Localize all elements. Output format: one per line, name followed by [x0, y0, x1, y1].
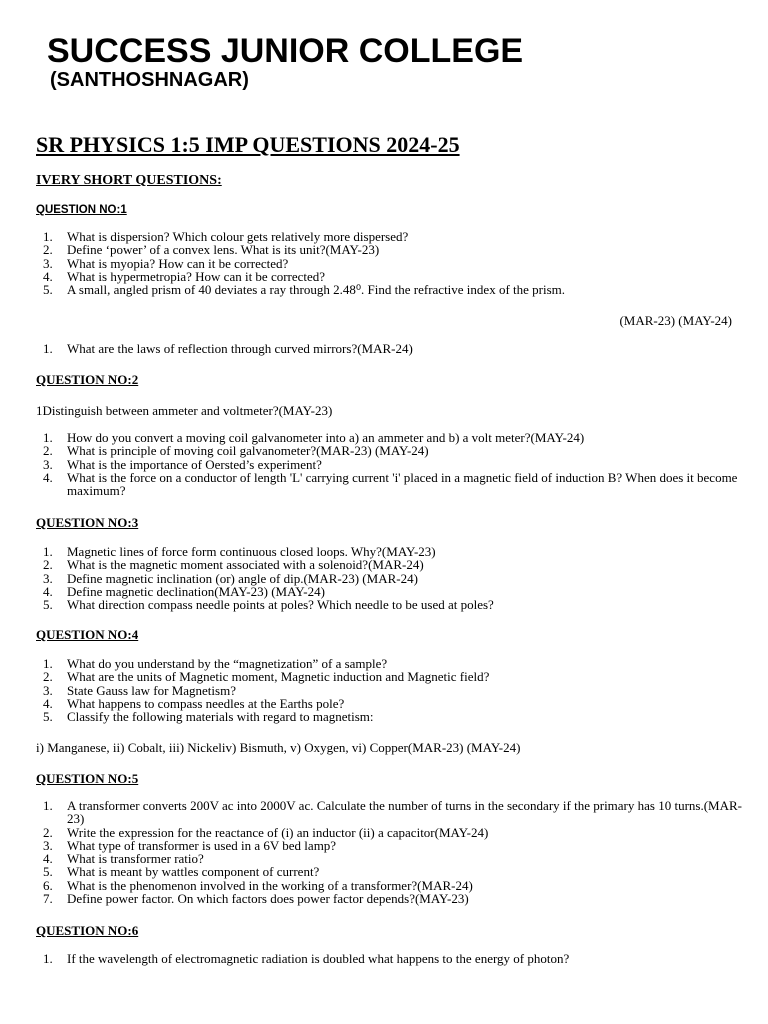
list-item: 1. What are the laws of reflection through curved mirrors?(MAR-24)	[43, 341, 413, 356]
list-item: 5. Classify the following materials with regard to magnetism:	[43, 709, 374, 725]
list-item: 7. Define power factor. On which factors does power factor depends?(MAY-23)	[43, 891, 469, 907]
list-item: 1. What do you understand by the “magnetization” of a sample?	[43, 656, 388, 671]
list-item: 3. What is myopia? How can it be corrected?	[43, 255, 289, 271]
list-item: 1. What is dispersion? Which colour gets relatively more dispersed?	[43, 229, 409, 244]
list-item: 5. What is meant by wattles component of current?	[43, 864, 320, 880]
list-item: 4. What is hypermetropia? How can it be corrected?	[43, 268, 326, 284]
list-item: 2. What is principle of moving coil galvanometer?(MAR-23) (MAY-24)	[43, 443, 429, 459]
college-branch: (SANTHOSHNAGAR)	[50, 69, 249, 91]
list-item: 3. What is the importance of Oersted’s experiment?	[43, 456, 322, 472]
list-item: 4. What is transformer ratio?	[43, 851, 204, 867]
list-item: 2. Write the expression for the reactance of (i) an inductor (ii) a capacitor(MAY-24)	[43, 824, 489, 840]
list-item: 5. A small, angled prism of 40 deviates a ray through 2.48⁰. Find the refractive index of the prism.	[43, 282, 566, 298]
list-item: 6. What is the phenomenon involved in the working of a transformer?(MAR-24)	[43, 877, 473, 893]
question-3-list	[36, 545, 747, 611]
question-1-list	[36, 230, 747, 296]
materials-list: i) Manganese, ii) Cobalt, iii) Nickeliv) Bismuth, v) Oxygen, vi) Copper(MAR-23) (MAY-24)	[36, 740, 521, 755]
list-item: 4. What is the force on a conductor of length 'L' carrying current 'i' placed in a magnetic field of induction B? When does it become maximum?	[43, 469, 738, 499]
college-name: SUCCESS JUNIOR COLLEGE	[47, 32, 524, 70]
list-item: 4. What happens to compass needles at the Earths pole?	[43, 695, 345, 711]
question-5-heading: QUESTION NO:5	[36, 771, 139, 786]
question-1-heading: QUESTION NO:1	[36, 204, 127, 216]
question-4-list	[36, 657, 747, 723]
section-heading: IVERY SHORT QUESTIONS:	[36, 173, 222, 188]
list-item: 1. Magnetic lines of force form continuous closed loops. Why?(MAY-23)	[43, 544, 436, 559]
question-5-list	[36, 799, 747, 905]
list-item: 5. What direction compass needle points at poles? Which needle to be used at poles?	[43, 597, 494, 613]
exam-note: (MAR-23) (MAY-24)	[619, 313, 732, 328]
list-item: 2. Define ‘power’ of a convex lens. What is its unit?(MAY-23)	[43, 242, 380, 258]
question-2-intro: 1Distinguish between ammeter and voltmeter?(MAY-23)	[36, 403, 333, 418]
question-2-list	[36, 431, 747, 497]
question-6-list	[36, 952, 747, 965]
list-item: 4. Define magnetic declination(MAY-23) (MAY-24)	[43, 583, 325, 599]
document-title: SR PHYSICS 1:5 IMP QUESTIONS 2024-25	[36, 132, 460, 157]
question-1-extra-list	[36, 342, 747, 355]
list-item: 3. What type of transformer is used in a 6V bed lamp?	[43, 837, 337, 853]
list-item: 1. A transformer converts 200V ac into 2000V ac. Calculate the number of turns in the secondary if the primary has 10 turns.(MAR-23)	[43, 798, 742, 827]
question-3-heading: QUESTION NO:3	[36, 515, 139, 530]
question-4-heading: QUESTION NO:4	[36, 627, 139, 642]
list-item: 2. What are the units of Magnetic moment, Magnetic induction and Magnetic field?	[43, 669, 490, 685]
list-item: 2. What is the magnetic moment associated with a solenoid?(MAR-24)	[43, 557, 424, 573]
list-item: 1. How do you convert a moving coil galvanometer into a) an ammeter and b) a volt meter?(MAY-24)	[43, 430, 585, 445]
list-item: 3. Define magnetic inclination (or) angle of dip.(MAR-23) (MAR-24)	[43, 570, 418, 586]
list-item: 3. State Gauss law for Magnetism?	[43, 682, 236, 698]
question-2-heading: QUESTION NO:2	[36, 372, 139, 387]
question-6-heading: QUESTION NO:6	[36, 923, 139, 938]
list-item: 1. If the wavelength of electromagnetic radiation is doubled what happens to the energy of photon?	[43, 951, 570, 966]
